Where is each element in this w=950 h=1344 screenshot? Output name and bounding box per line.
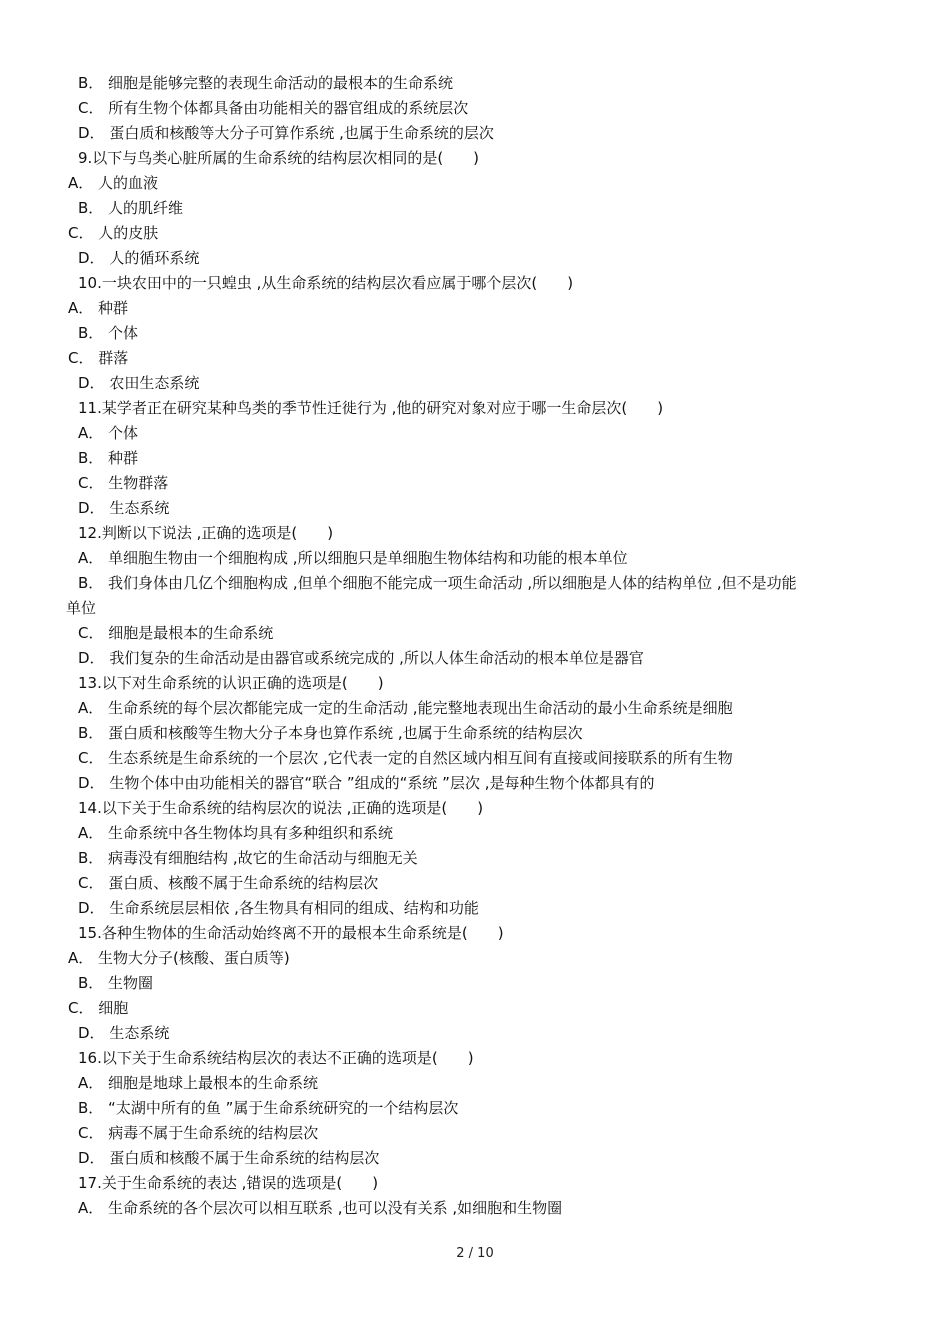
text-line: C． 细胞是最根本的生命系统 [78,624,274,642]
text-line: B． “太湖中所有的鱼 ”属于生命系统研究的一个结构层次 [78,1099,459,1117]
text-line: D． 蛋白质和核酸等大分子可算作系统 ,也属于生命系统的层次 [78,124,494,142]
text-line: A． 生命系统中各生物体均具有多种组织和系统 [78,824,394,842]
text-line: 15.各种生物体的生命活动始终离不开的最根本生命系统是( ) [78,924,504,942]
text-line: A． 人的血液 [68,174,159,192]
text-line: A． 个体 [78,424,139,442]
text-line: B． 病毒没有细胞结构 ,故它的生命活动与细胞无关 [78,849,418,867]
text-line: C． 群落 [68,349,129,367]
text-line: B． 种群 [78,449,139,467]
text-line: C． 生物群落 [78,474,169,492]
text-line: B． 细胞是能够完整的表现生命活动的最根本的生命系统 [78,74,454,92]
text-line: D． 生态系统 [78,499,170,517]
text-line: 10.一块农田中的一只蝗虫 ,从生命系统的结构层次看应属于哪个层次( ) [78,274,574,292]
text-line: 16.以下关于生命系统结构层次的表达不正确的选项是( ) [78,1049,474,1067]
text-line: D． 蛋白质和核酸不属于生命系统的结构层次 [78,1149,380,1167]
text-line: C． 病毒不属于生命系统的结构层次 [78,1124,319,1142]
text-line: A． 生命系统的每个层次都能完成一定的生命活动 ,能完整地表现出生命活动的最小生命系统是细胞 [78,699,733,717]
text-line: A． 细胞是地球上最根本的生命系统 [78,1074,319,1092]
text-line: A． 生命系统的各个层次可以相互联系 ,也可以没有关系 ,如细胞和生物圈 [78,1199,563,1217]
text-line: A． 单细胞生物由一个细胞构成 ,所以细胞只是单细胞生物体结构和功能的根本单位 [78,549,628,567]
text-line: 单位 [66,599,97,617]
text-line: D． 生命系统层层相依 ,各生物具有相同的组成、结构和功能 [78,899,479,917]
text-line: C． 生态系统是生命系统的一个层次 ,它代表一定的自然区域内相互间有直接或间接联系的所有生物 [78,749,733,767]
text-line: D． 农田生态系统 [78,374,200,392]
text-line: B． 个体 [78,324,139,342]
text-line: D． 生态系统 [78,1024,170,1042]
text-line: 17.关于生命系统的表达 ,错误的选项是( ) [78,1174,379,1192]
text-line: B． 蛋白质和核酸等生物大分子本身也算作系统 ,也属于生命系统的结构层次 [78,724,583,742]
text-line: C． 蛋白质、核酸不属于生命系统的结构层次 [78,874,379,892]
text-line: B． 人的肌纤维 [78,199,184,217]
document-body [0,71,950,1221]
text-line: C． 人的皮肤 [68,224,159,242]
text-line: 9.以下与鸟类心脏所属的生命系统的结构层次相同的是( ) [78,149,480,167]
text-line: B． 我们身体由几亿个细胞构成 ,但单个细胞不能完成一项生命活动 ,所以细胞是人体的结构单位 ,但不是功能 [78,574,797,592]
page-number: 2 / 10 [456,1246,494,1261]
text-line: 13.以下对生命系统的认识正确的选项是( ) [78,674,384,692]
text-line: D． 人的循环系统 [78,249,200,267]
text-line: D． 生物个体中由功能相关的器官“联合 ”组成的“系统 ”层次 ,是每种生物个体都具有的 [78,774,655,792]
text-line: A． 种群 [68,299,129,317]
text-line: C． 所有生物个体都具备由功能相关的器官组成的系统层次 [78,99,469,117]
text-line: C． 细胞 [68,999,129,1017]
text-line: A． 生物大分子(核酸、蛋白质等) [68,949,290,967]
text-line: B． 生物圈 [78,974,154,992]
text-line: D． 我们复杂的生命活动是由器官或系统完成的 ,所以人体生命活动的根本单位是器官 [78,649,644,667]
text-line: 11.某学者正在研究某种鸟类的季节性迁徙行为 ,他的研究对象对应于哪一生命层次( ) [78,399,664,417]
text-line: 12.判断以下说法 ,正确的选项是( ) [78,524,334,542]
text-line: 14.以下关于生命系统的结构层次的说法 ,正确的选项是( ) [78,799,484,817]
